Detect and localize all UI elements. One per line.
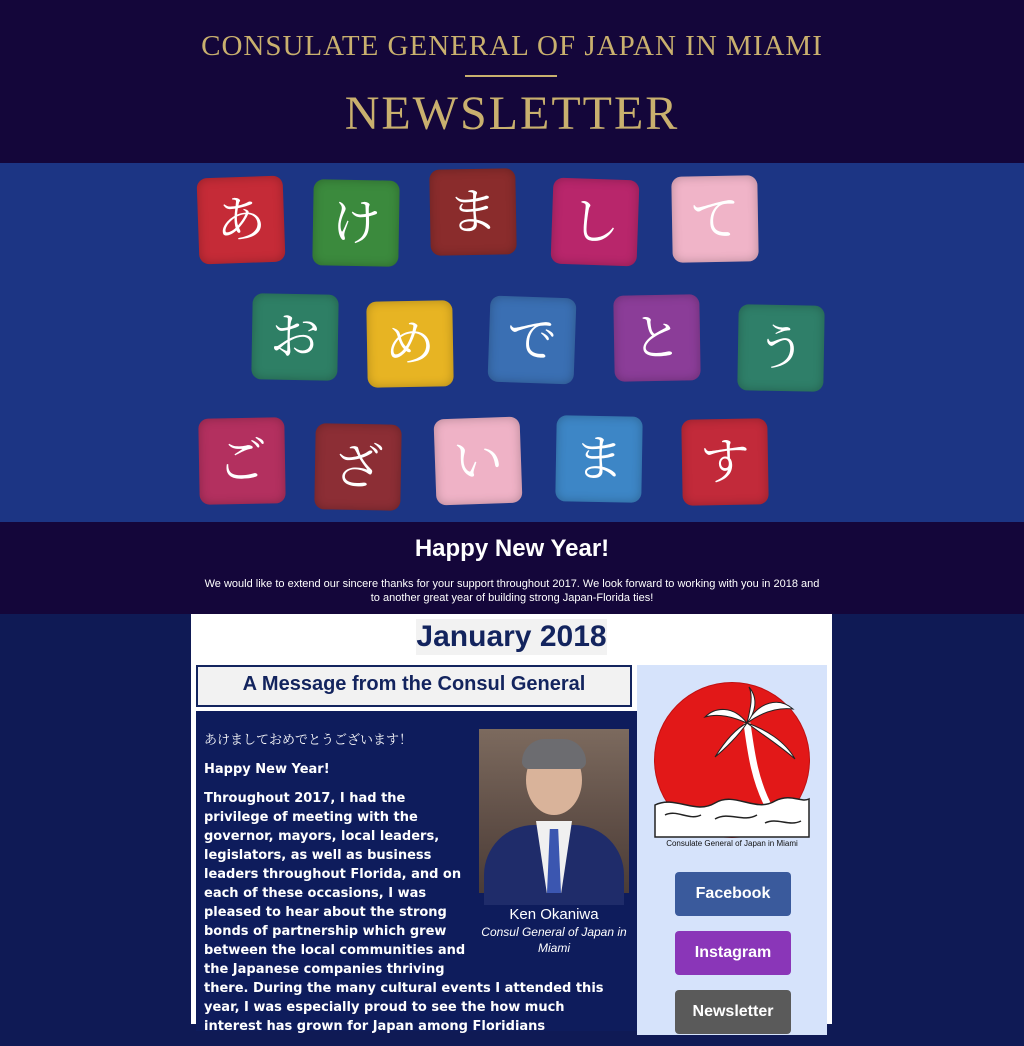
- logo-caption: Consulate General of Japan in Miami: [666, 839, 798, 848]
- banner-tile: て: [671, 175, 758, 262]
- main-content: [191, 614, 832, 1034]
- greeting-section: [0, 522, 1024, 614]
- consul-name: Ken Okaniwa: [509, 906, 599, 923]
- banner-tile: し: [551, 178, 640, 267]
- banner-tile: あ: [197, 176, 286, 265]
- english-greeting: Happy New Year!: [204, 762, 330, 777]
- newsletter-button[interactable]: Newsletter: [675, 990, 791, 1034]
- banner-tile: す: [681, 418, 768, 505]
- greeting-text: We would like to extend our sincere thanks for your support throughout 2017. We look forward to working with you in 2018 and to another great year of building strong Japan-Florida ties!: [204, 578, 820, 604]
- consul-photo: [479, 729, 629, 893]
- banner-tile: ざ: [314, 423, 401, 510]
- facebook-button[interactable]: Facebook: [675, 872, 791, 916]
- consulate-title: CONSULATE GENERAL OF JAPAN IN MIAMI: [201, 30, 823, 62]
- newsletter-title: NEWSLETTER: [344, 87, 680, 140]
- message-paragraph: Throughout 2017, I had the privilege of meeting with the governor, mayors, local leaders, legislators, as well as business leaders throughout Florida, and on each of these occasions, I was pleased to hear about the strong bonds of partnership which grew between the local communities and the Japanese companies thriving there. During the many cultural events I attended this year, I was especially proud to see the how much interest has grown for Japan among Floridians: [204, 791, 604, 1034]
- new-year-banner: [0, 163, 1024, 522]
- banner-tile: う: [737, 304, 824, 391]
- sidebar: [637, 665, 827, 1035]
- banner-tile: い: [434, 417, 523, 506]
- banner-tile: け: [312, 179, 399, 266]
- masthead: [0, 0, 1024, 163]
- message-body: [196, 711, 637, 1034]
- palm-tree-wave-icon: [655, 683, 809, 837]
- message-text: [204, 731, 627, 1046]
- banner-tile: ご: [198, 417, 285, 504]
- greeting-title: Happy New Year!: [414, 535, 610, 562]
- consul-photo-block: [478, 729, 630, 959]
- jp-greeting: あけましておめでとうございます！: [204, 733, 413, 748]
- title-divider: [465, 75, 557, 77]
- banner-tile: と: [613, 294, 700, 381]
- banner-tile: ま: [555, 415, 642, 502]
- banner-tile: お: [251, 293, 338, 380]
- consul-title: Consul General of Japan in Miami: [481, 925, 627, 955]
- banner-tile: ま: [429, 168, 516, 255]
- instagram-button[interactable]: Instagram: [675, 931, 791, 975]
- message-heading: A Message from the Consul General: [196, 665, 632, 707]
- banner-tile: で: [488, 296, 577, 385]
- issue-month: January 2018: [416, 620, 607, 653]
- banner-tile: め: [366, 300, 453, 387]
